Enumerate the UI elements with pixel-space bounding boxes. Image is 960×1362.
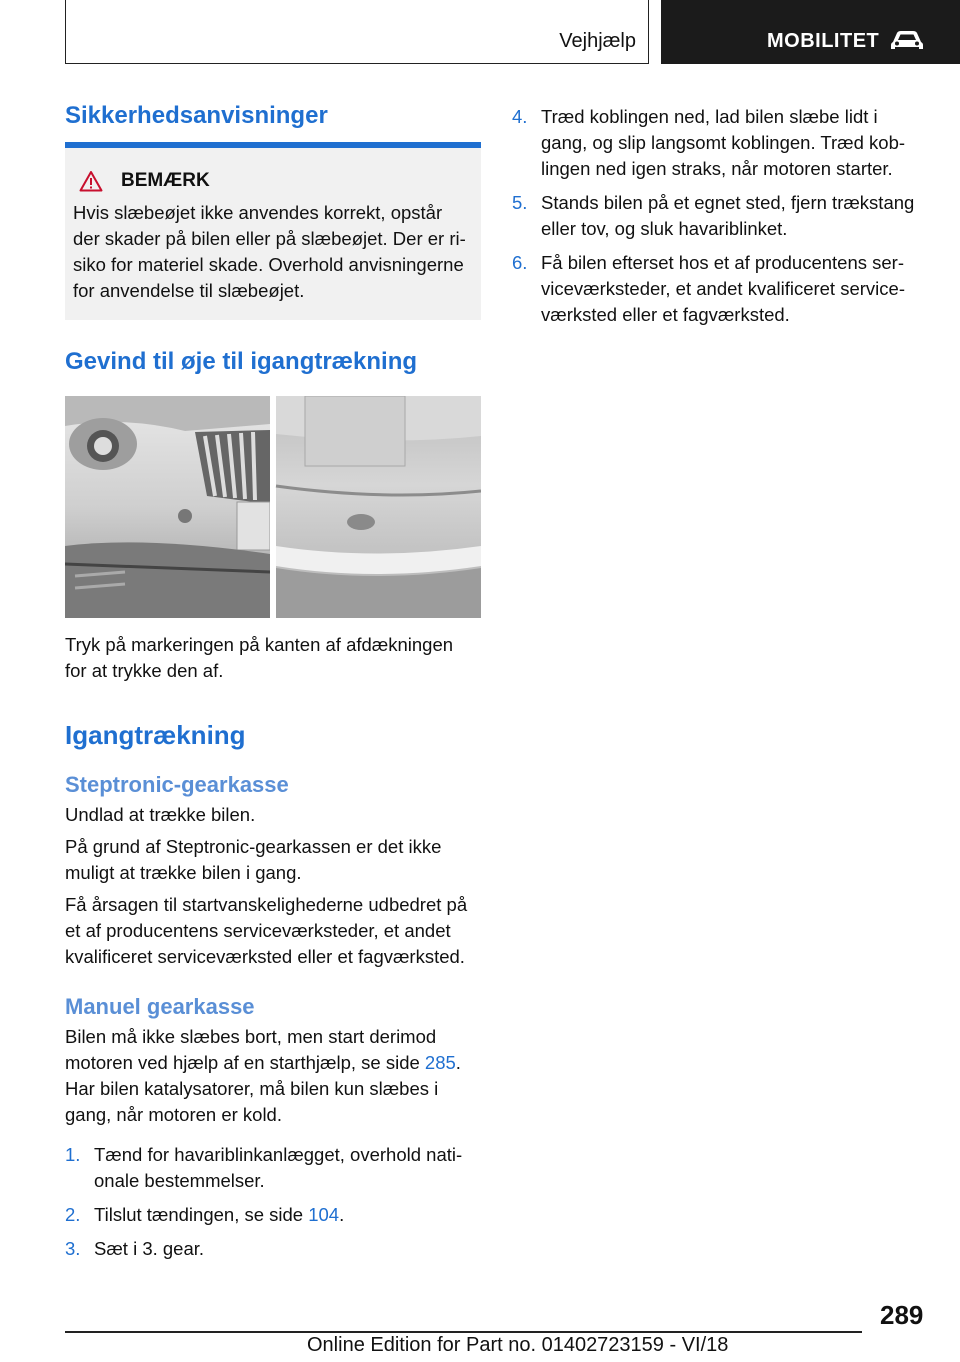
page-link-285[interactable]: 285 xyxy=(424,1052,456,1073)
steptronic-para xyxy=(65,802,481,828)
step-number: 6. xyxy=(512,252,528,273)
para-text: . xyxy=(455,1052,461,1073)
step-number: 4. xyxy=(512,106,528,127)
step-number: 3. xyxy=(65,1238,81,1259)
list-item xyxy=(512,104,932,182)
notice-line: der skader på bilen eller på slæbeøjet. Der er ri- xyxy=(73,228,466,249)
notice-box xyxy=(65,148,481,320)
step-line: eller tov, og sluk havariblinket. xyxy=(541,218,788,239)
step-line xyxy=(94,1202,481,1228)
steptronic-para xyxy=(65,892,481,970)
notice-text xyxy=(73,200,473,304)
footer-edition: Online Edition for Part no. 01402723159 - VI/18 xyxy=(307,1334,729,1356)
page-number: 289 xyxy=(880,1300,924,1330)
list-item xyxy=(512,190,932,242)
safety-heading: Sikkerhedsanvisninger xyxy=(65,102,328,129)
notice-line: siko for materiel skade. Overhold anvisningerne xyxy=(73,254,464,275)
tow-start-heading: Igangtrækning xyxy=(65,720,246,750)
steptronic-heading: Steptronic-gearkasse xyxy=(65,772,289,797)
para-line: Få årsagen til startvanskelighederne udbedret på xyxy=(65,894,468,915)
notice-header xyxy=(73,170,473,192)
list-item xyxy=(65,1236,481,1262)
para-line: Undlad at trække bilen. xyxy=(65,804,256,825)
para-line xyxy=(65,1050,481,1076)
list-item xyxy=(65,1142,481,1194)
step-line: Tænd for havariblinkanlægget, overhold nati- xyxy=(94,1144,463,1165)
para-line: Bilen må ikke slæbes bort, men start derimod xyxy=(65,1026,437,1047)
step-text: . xyxy=(339,1204,345,1225)
car-icon xyxy=(889,28,925,52)
right-column xyxy=(512,104,932,336)
notice-title: BEMÆRK xyxy=(121,170,210,191)
para-line: muligt at trække bilen i gang. xyxy=(65,862,302,883)
step-line: værksted eller et fagværksted. xyxy=(541,304,790,325)
para-line: Har bilen katalysatorer, må bilen kun slæbes i xyxy=(65,1078,439,1099)
left-column xyxy=(65,100,481,1270)
photo-caption xyxy=(65,632,481,684)
manual-para xyxy=(65,1024,481,1128)
caption-line: Tryk på markeringen på kanten af afdækningen xyxy=(65,634,454,655)
list-item xyxy=(65,1202,481,1228)
list-item xyxy=(512,250,932,328)
header-section-box xyxy=(65,0,649,64)
tow-eye-photo xyxy=(65,396,481,618)
step-line: viceværksteder, et andet kvalificeret service- xyxy=(541,278,905,299)
step-line: Sæt i 3. gear. xyxy=(94,1238,205,1259)
para-text: motoren ved hjælp af en starthjælp, se side xyxy=(65,1052,425,1073)
step-line: Få bilen efterset hos et af producentens ser- xyxy=(541,252,905,273)
tow-eye-photo-illustration xyxy=(65,396,481,618)
para-line: gang, når motoren er kold. xyxy=(65,1104,282,1125)
steptronic-para xyxy=(65,834,481,886)
para-line: kvalificeret serviceværksted eller et fagværksted. xyxy=(65,946,465,967)
step-line: Træd koblingen ned, lad bilen slæbe lidt i xyxy=(541,106,878,127)
step-text: Tilslut tændingen, se side xyxy=(94,1204,309,1225)
steps-list-right xyxy=(512,104,932,328)
header-chapter-tab[interactable] xyxy=(661,0,960,64)
para-line: et af producentens serviceværksteder, et andet xyxy=(65,920,451,941)
step-number: 1. xyxy=(65,1144,81,1165)
thread-heading: Gevind til øje til igangtrækning xyxy=(65,348,418,375)
notice-line: Hvis slæbeøjet ikke anvendes korrekt, opstår xyxy=(73,202,443,223)
notice-line: for anvendelse til slæbeøjet. xyxy=(73,280,305,301)
header-section-title: Vejhjælp xyxy=(559,30,636,52)
step-line: gang, og slip langsomt koblingen. Træd kob- xyxy=(541,132,906,153)
warning-triangle-icon xyxy=(79,170,103,192)
header-chapter-label: MOBILITET xyxy=(767,30,880,52)
step-line: Stands bilen på et egnet sted, fjern trækstang xyxy=(541,192,915,213)
footer-rule xyxy=(65,1331,862,1333)
page-link-104[interactable]: 104 xyxy=(308,1204,340,1225)
step-line: onale bestemmelser. xyxy=(94,1170,265,1191)
steps-list-left xyxy=(65,1142,481,1262)
step-number: 5. xyxy=(512,192,528,213)
para-line: På grund af Steptronic-gearkassen er det ikke xyxy=(65,836,442,857)
caption-line: for at trykke den af. xyxy=(65,660,224,681)
step-number: 2. xyxy=(65,1204,81,1225)
manual-gearbox-heading: Manuel gearkasse xyxy=(65,994,255,1019)
step-line: lingen ned igen straks, når motoren starter. xyxy=(541,158,893,179)
